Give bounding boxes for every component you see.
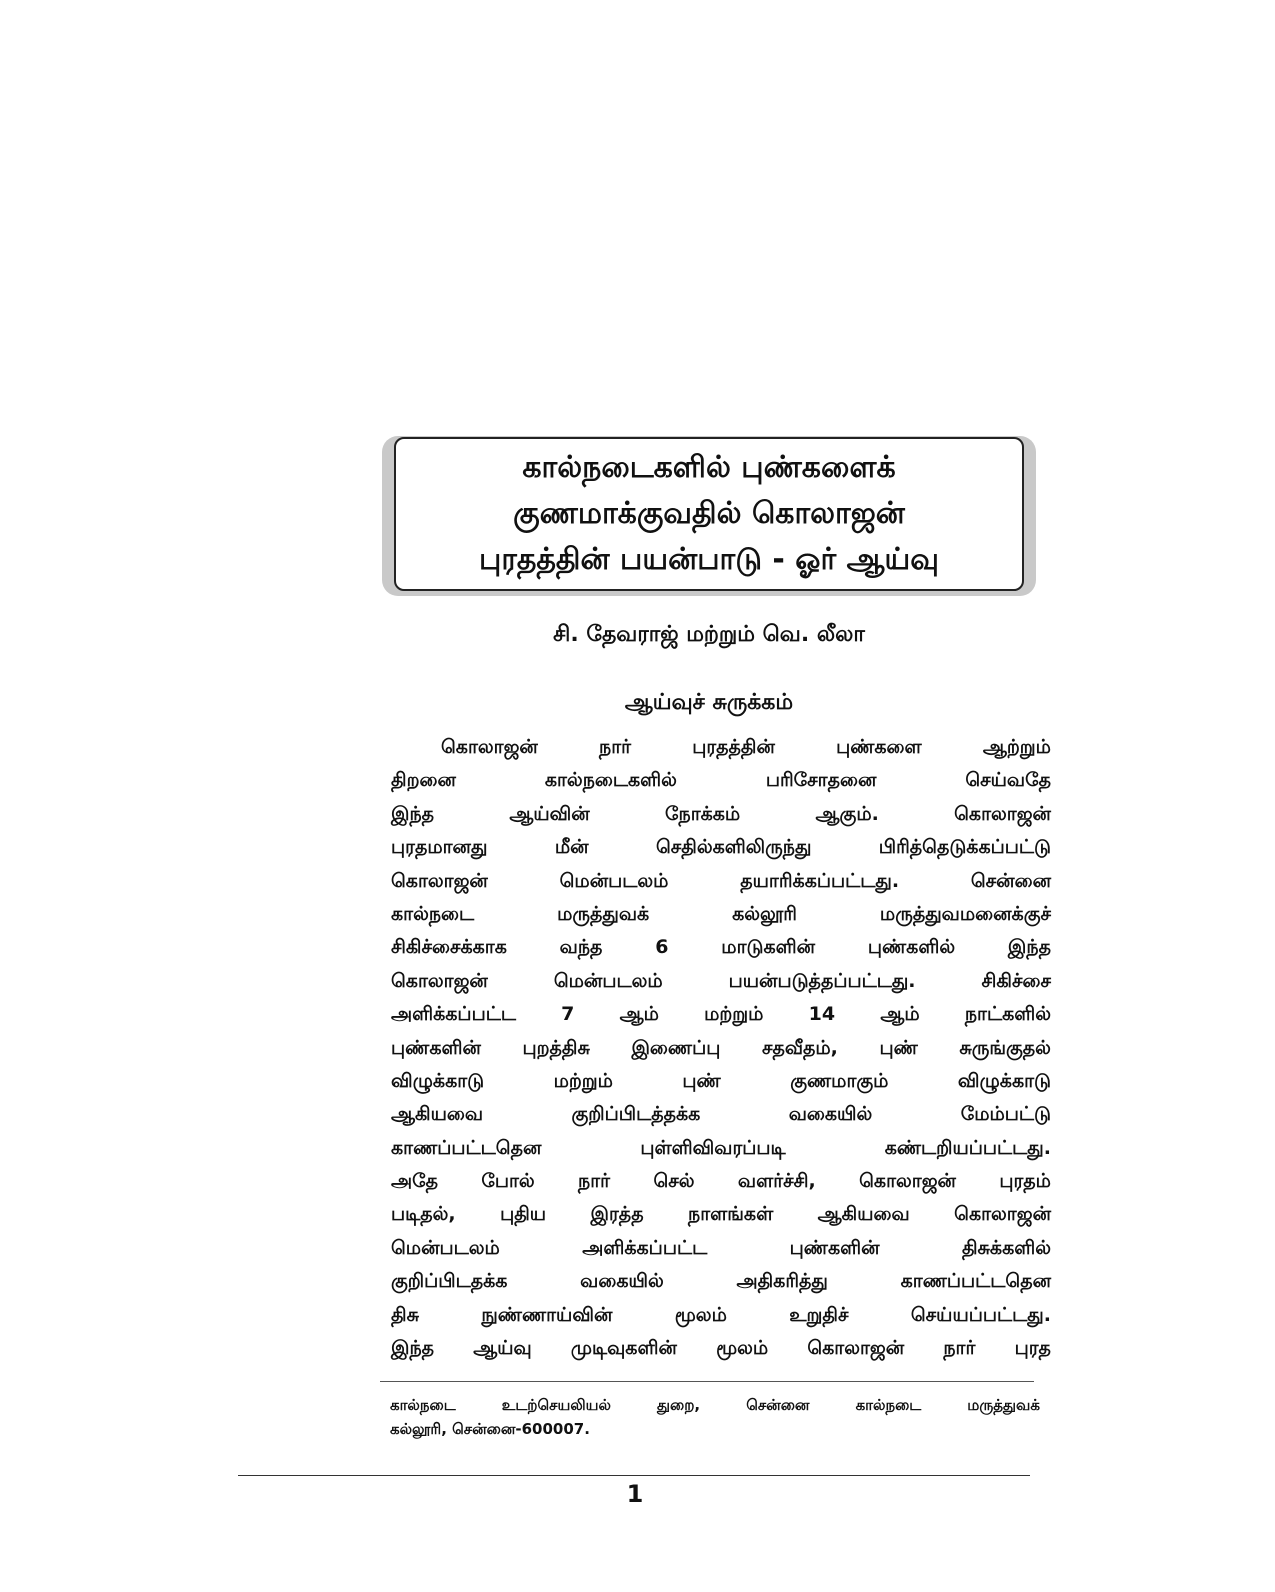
abstract-word: ஆகும்.: [815, 802, 879, 825]
abstract-word: பிரித்தெடுக்கப்பட்டு: [878, 836, 1051, 859]
abstract-word: புரத: [1014, 1337, 1051, 1360]
abstract-word: பயன்படுத்தப்பட்டது.: [728, 969, 916, 992]
abstract-word: தயாரிக்கப்பட்டது.: [740, 869, 900, 892]
abstract-word: அதிகரித்து: [736, 1270, 828, 1293]
footnote-line: [390, 1393, 1040, 1417]
abstract-word: கொலாஜன்: [441, 736, 538, 758]
abstract-word: வந்த: [559, 936, 603, 959]
abstract-word: ஆகியவை: [817, 1203, 910, 1226]
abstract-word: ஆய்வின்: [509, 802, 590, 825]
abstract-word: மீன்: [554, 836, 589, 859]
abstract-line: [391, 1165, 1051, 1198]
abstract-word: மற்றும்: [553, 1069, 613, 1092]
abstract-word: கொலாஜன்: [807, 1337, 905, 1360]
abstract-word: புதிய: [500, 1203, 547, 1226]
author-line: சி. தேவராஜ் மற்றும் வெ. லீலா: [553, 622, 865, 647]
abstract-word: கொலாஜன்: [391, 869, 488, 892]
abstract-word: கொலாஜன்: [954, 1203, 1051, 1226]
abstract-word: மாடுகளின்: [721, 936, 816, 959]
abstract-line: [391, 731, 1051, 764]
abstract-word: இரத்த: [590, 1203, 644, 1226]
abstract-heading: ஆய்வுச் சுருக்கம்: [624, 690, 794, 715]
footnote-word: கால்நடை: [390, 1396, 456, 1414]
abstract-word: மென்படலம்: [553, 969, 663, 992]
abstract-word: முடிவுகளின்: [570, 1337, 677, 1360]
abstract-word: ஆய்வு: [473, 1337, 532, 1360]
title-line: கால்நடைகளில் புண்களைக்: [522, 450, 896, 485]
abstract-word: கொலாஜன்: [954, 802, 1051, 825]
abstract-word: திசு: [391, 1303, 419, 1326]
abstract-word: புண்: [879, 1036, 918, 1059]
abstract-word: விழுக்காடு: [391, 1069, 485, 1092]
footnote-divider: [380, 1381, 1034, 1382]
abstract-line: [391, 1332, 1051, 1365]
abstract-word: சுருங்குதல்: [959, 1036, 1051, 1059]
abstract-word: ஆம்: [880, 1003, 920, 1026]
abstract-word: மேம்பட்டு: [960, 1103, 1051, 1126]
abstract-word: புண்: [682, 1069, 721, 1092]
abstract-word: நார்: [599, 736, 632, 758]
page-footer-divider: [238, 1475, 1030, 1476]
abstract-word: கால்நடை: [391, 902, 475, 925]
abstract-word: செதில்களிலிருந்து: [655, 836, 812, 859]
abstract-word: காணப்பட்டதென: [900, 1270, 1051, 1293]
footnote-word: உடற்செயலியல்: [501, 1396, 611, 1414]
abstract-word: காணப்பட்டதென: [391, 1136, 542, 1159]
abstract-word: மென்படலம்: [391, 1236, 500, 1259]
abstract-word: மருத்துவமனைக்குச்: [879, 902, 1051, 925]
title-line: குணமாக்குவதில் கொலாஜன்: [513, 496, 905, 531]
abstract-word: வகையில்: [580, 1270, 664, 1293]
abstract-word: செல்: [653, 1170, 695, 1193]
abstract-word: திறனை: [391, 769, 456, 792]
abstract-word: செய்வதே: [965, 769, 1051, 792]
abstract-line: [391, 1098, 1051, 1131]
abstract-word: கால்நடைகளில்: [544, 769, 677, 792]
abstract-word: நாட்களில்: [964, 1003, 1051, 1026]
footnote-word: கல்லூரி, சென்னை-600007.: [390, 1420, 590, 1438]
abstract-word: புரதத்தின்: [692, 736, 775, 758]
abstract-line: [391, 1299, 1051, 1332]
abstract-word: இந்த: [391, 1337, 435, 1360]
abstract-line: [391, 898, 1051, 931]
abstract-word: சென்னை: [970, 869, 1051, 892]
abstract-word: நார்: [578, 1170, 611, 1193]
abstract-word: இணைப்பு: [631, 1036, 721, 1059]
abstract-word: 6: [655, 936, 669, 959]
footnote-word: கால்நடை: [855, 1396, 922, 1414]
page-number: 1: [626, 1480, 644, 1508]
affiliation-footnote: [390, 1393, 1040, 1441]
abstract-word: உறுதிச்: [789, 1303, 849, 1326]
abstract-word: நார்: [943, 1337, 976, 1360]
abstract-word: திசுக்களில்: [961, 1236, 1051, 1259]
abstract-word: வகையில்: [788, 1103, 873, 1126]
abstract-line: [391, 931, 1051, 964]
abstract-word: குறிப்பிடத்தக்க: [571, 1103, 701, 1126]
abstract-word: ஆகியவை: [391, 1103, 484, 1126]
abstract-word: கல்லூரி: [732, 902, 797, 925]
abstract-line: [391, 798, 1051, 831]
abstract-word: ஆம்: [619, 1003, 659, 1026]
abstract-line: [391, 831, 1051, 864]
abstract-body: [391, 731, 1051, 1365]
abstract-word: மற்றும்: [704, 1003, 764, 1026]
abstract-word: அளிக்கப்பட்ட: [582, 1236, 708, 1259]
abstract-word: நோக்கம்: [665, 802, 741, 825]
abstract-word: மூலம்: [716, 1337, 769, 1360]
abstract-word: புறத்திசு: [522, 1036, 590, 1059]
abstract-line: [391, 965, 1051, 998]
abstract-word: அளிக்கப்பட்ட: [391, 1003, 516, 1026]
abstract-word: நுண்ணாய்வின்: [481, 1303, 613, 1326]
abstract-line: [391, 1065, 1051, 1098]
abstract-word: புண்களின்: [789, 1236, 880, 1259]
abstract-word: புண்களில்: [867, 936, 956, 959]
abstract-line: [391, 998, 1051, 1031]
abstract-line: [391, 1198, 1051, 1231]
abstract-word: புரதமானது: [391, 836, 488, 859]
abstract-line: [391, 1032, 1051, 1065]
abstract-word: கொலாஜன்: [859, 1170, 956, 1193]
abstract-word: சிகிச்சை: [981, 969, 1051, 992]
title-line: புரதத்தின் பயன்பாடு - ஓர் ஆய்வு: [479, 542, 939, 577]
abstract-word: குணமாகும்: [790, 1069, 889, 1092]
abstract-word: இந்த: [1007, 936, 1051, 959]
abstract-line: [391, 1232, 1051, 1265]
abstract-word: மருத்துவக்: [557, 902, 650, 925]
abstract-word: செய்யப்பட்டது.: [910, 1303, 1051, 1326]
abstract-word: போல்: [481, 1170, 535, 1193]
footnote-word: துறை,: [657, 1396, 701, 1414]
abstract-line: [391, 1265, 1051, 1298]
abstract-word: இந்த: [391, 802, 435, 825]
abstract-word: புண்களின்: [391, 1036, 481, 1059]
abstract-word: ஆற்றும்: [982, 736, 1051, 758]
abstract-word: அதே: [391, 1170, 438, 1193]
abstract-word: படிதல்,: [391, 1203, 456, 1226]
abstract-word: கண்டறியப்பட்டது.: [884, 1136, 1051, 1159]
abstract-word: புள்ளிவிவரப்படி: [640, 1136, 786, 1159]
abstract-word: 14: [808, 1003, 836, 1026]
abstract-word: சதவீதம்,: [761, 1036, 838, 1059]
footnote-line: [390, 1417, 1040, 1441]
abstract-word: விழுக்காடு: [957, 1069, 1051, 1092]
footnote-word: மருத்துவக்: [967, 1396, 1040, 1414]
footnote-word: சென்னை: [746, 1396, 810, 1414]
title-box: [394, 437, 1024, 591]
abstract-word: கொலாஜன்: [391, 969, 488, 992]
abstract-word: 7: [561, 1003, 575, 1026]
abstract-line: [391, 1132, 1051, 1165]
abstract-word: மென்படலம்: [559, 869, 669, 892]
abstract-word: வளர்ச்சி,: [737, 1170, 816, 1193]
abstract-word: பரிசோதனை: [765, 769, 877, 792]
abstract-word: குறிப்பிடதக்க: [391, 1270, 508, 1293]
abstract-line: [391, 865, 1051, 898]
abstract-word: புரதம்: [999, 1170, 1051, 1193]
abstract-word: சிகிச்சைக்காக: [391, 936, 507, 959]
abstract-line: [391, 764, 1051, 797]
abstract-word: மூலம்: [674, 1303, 727, 1326]
abstract-word: நாளங்கள்: [688, 1203, 774, 1226]
abstract-word: புண்களை: [836, 736, 922, 758]
